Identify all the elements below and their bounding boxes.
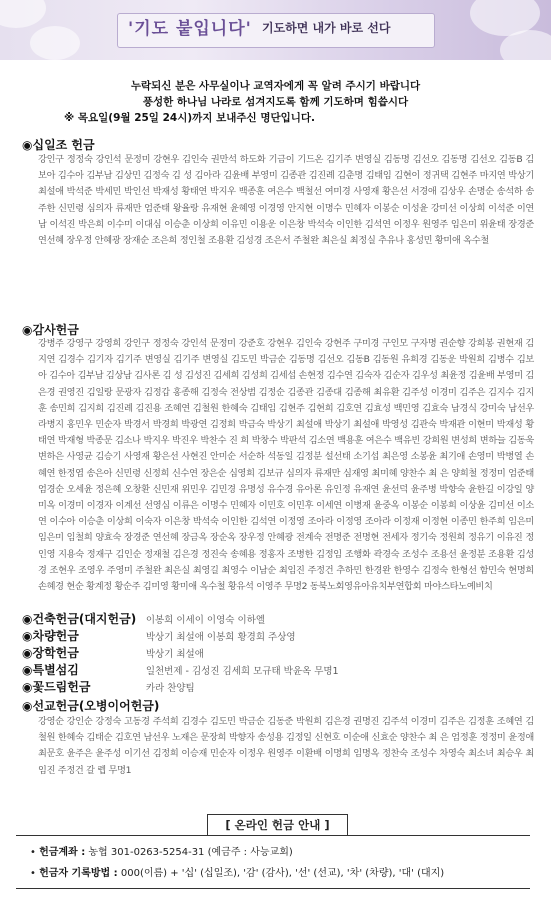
scholarship-offering-label: ◉장학헌금 bbox=[22, 646, 79, 660]
scholarship-offering-row bbox=[22, 644, 204, 661]
petal-decoration bbox=[30, 26, 80, 60]
banner-subtitle: 기도하면 내가 바로 선다 bbox=[262, 21, 391, 35]
bank-account-line: • 헌금계좌 : 농협 301-0263-5254-31 (예금주 : 사능교회) bbox=[30, 847, 293, 858]
building-offering-names: 이봉희 이세이 이영숙 이하엘 bbox=[145, 615, 266, 626]
bank-account-value: 농협 301-0263-5254-31 (예금주 : 사능교회) bbox=[88, 847, 293, 858]
bank-method-value: 000(이름) + '십' (십일조), '감' (감사), '선' (선교), '차' (차량), '대' (대지) bbox=[120, 868, 445, 879]
vehicle-offering-row bbox=[22, 627, 296, 644]
thanks-names: 강병주 강영구 강영희 강인구 정정숙 강인석 문정미 강준호 강현우 김인숙 강현주 구미경 구인모 구자명 권순향 강희봉 권현재 김지연 김경수 김기자 김기주 변영실 김기주 변영실 김도민 박금순 김동명 김선오 김동B 김동원 유희경 김동운 박원희 김병수 김보아 김수아 김부남 김상남 김사론 김 성 김성진 김세희 김성희 김세섭 손현정 김수연 김숙자 김순자 김우성 최윤정 김윤배 부영미 김은경 권영진 김일랑 문광자 김정갑 홍종해 김정숙 전상범 김정순 김종관 김종대 김종해 최유환 김주성 이경미 김주은 김지수 김지훈 송민희 김지희 김진례 김진용 조혜연 김철원 한혜숙 김태임 김현주 김현희 김호연 김효성 백민영 김효숙 남경식 강미숙 남선우 라병지 홍민우 민순자 박경서 박경희 박광연 김정희 박금숙 박상기 최설애 박상기 최설애 박영성 김관숙 박재관 이현미 박재성 황태연 박재형 박종문 김소나 박지우 박진우 박찬수 진 희 박창수 박판석 김소연 백용훈 여은수 백유빈 강희원 변성희 변하늘 김동욱 변하은 사영균 김승기 사영재 황은선 사현진 안미순 서순하 석동일 김정분 설선태 소기섭 최은영 소봉윤 최기애 손영미 박병열 손혜연 한정엽 송은아 신민령 신정희 신수연 장은순 심영희 김보규 심의자 류재만 심재영 최미혜 양찬수 최 은 양희철 정정미 엄준태 엄경순 오세윤 정은혜 오창환 신민재 위민우 김민경 유명성 유수경 유아론 유인정 유재연 윤선덕 윤주병 박향숙 윤한길 이강일 양미옥 이경미 이경자 이계선 선영심 이류은 이명수 민혜자 이민호 이민후 이세연 이병재 윤중옥 이봉순 이봉희 이상윤 김미선 이소연 이수아 이승춘 이상희 이숙자 이은창 박석숙 이인한 김석연 이정영 조아라 이정영 조아라 이정재 이정현 이종민 한주희 임은미 임은미 임철희 양효숙 장경준 연선혜 장금옥 장순옥 장우정 안혜광 전계숙 전명준 전명현 전세자 정기숙 정원희 정유기 이유진 정인영 지용숙 정재구 김인순 정재철 김은경 정진숙 송혜용 정홍자 조병한 김정임 조행화 곽경숙 조성수 조용선 윤정분 조용환 김성경 조현우 조영우 주영미 주철완 최은실 최영길 최영수 이남순 최임진 주정건 추하민 한경완 한영수 김정숙 한형선 함민숙 현명희 손혜경 현순 황계정 황순주 김미영 황미애 옥수철 황유석 이영주 무명2 동북노회영유아유치부연합회 마야스타노예비치 bbox=[38, 338, 535, 593]
scholarship-offering-names: 박상기 최설애 bbox=[145, 649, 204, 660]
flower-offering-row bbox=[22, 678, 195, 695]
intro-notice bbox=[0, 78, 551, 126]
special-service-row bbox=[22, 661, 339, 678]
building-offering-row bbox=[22, 610, 265, 627]
flower-offering-names: 카라 찬양팀 bbox=[145, 683, 195, 694]
tithe-names: 강인구 정정숙 강인석 문정미 강현우 김인숙 권만석 하도화 기금이 기드온 김기주 변영실 김동명 김선오 김동명 김선오 김동B 김보아 김수아 김부남 김상민 김정숙 김 성 김아라 김윤배 부영미 김종관 김진례 김춘명 김태임 김현이 정귀택 김현주 마지연 박상기 최설애 박석준 박세민 박인선 박재성 황태연 박지우 백종훈 여은수 백철선 여미경 사영재 황은선 서경애 김상우 손명순 송석하 송주한 신민령 심의자 류재만 엄준태 왕율랑 유재현 윤혜영 이경영 안지현 이명수 민혜자 이봉순 이성윤 강미선 이상희 이석준 이연남 이석진 박은희 이수미 이대심 이승춘 이상희 이유민 이용운 이은창 박석숙 이인한 김석연 이정우 원영주 임은미 위윤태 장경준 연선혜 장우정 안혜광 장재순 조은희 정인철 조용환 김성경 조은서 주철완 최은실 최정실 추유나 홍성민 황미애 옥수철 bbox=[38, 154, 535, 247]
tithe-section-title: ◉십일조 헌금 bbox=[22, 138, 95, 152]
intro-note: ※ 목요일(9월 25일 24시)까지 보내주신 명단입니다. bbox=[64, 112, 316, 124]
special-service-names: 일천번제 - 김성진 김세희 모규태 박윤옥 무명1 bbox=[145, 666, 339, 677]
bank-guide-title: [ 온라인 헌금 안내 ] bbox=[207, 814, 348, 836]
vehicle-offering-label: ◉차량헌금 bbox=[22, 629, 79, 643]
thanks-section-title: ◉감사헌금 bbox=[22, 323, 79, 337]
intro-line: 풍성한 하나님 나라로 섬겨지도록 함께 기도하며 힘씁시다 bbox=[142, 96, 409, 108]
header-banner bbox=[0, 0, 551, 60]
petal-decoration bbox=[0, 0, 46, 28]
bank-account-label: 헌금계좌 : bbox=[39, 847, 86, 858]
intro-line: 누락되신 분은 사무실이나 교역자에게 꼭 알려 주시기 바랍니다 bbox=[130, 80, 421, 92]
building-offering-label: ◉건축헌금(대지헌금) bbox=[22, 612, 137, 626]
mission-section-title: ◉선교헌금(오병이어헌금) bbox=[22, 699, 160, 713]
special-service-label: ◉특별섬김 bbox=[22, 663, 79, 677]
bank-method-label: 헌금자 기록방법 : bbox=[39, 868, 118, 879]
vehicle-offering-names: 박상기 최설애 이봉희 황경희 주상영 bbox=[145, 632, 296, 643]
flower-offering-label: ◉꽃드림헌금 bbox=[22, 680, 91, 694]
banner-title: '기도 붙입니다' bbox=[128, 19, 252, 39]
mission-names: 강영순 강인순 강정숙 고동경 주석희 김경수 김도민 박금순 김동준 박원희 김은경 권명진 김주석 이경미 김주은 김정훈 조혜연 김철원 한혜숙 김태순 김호연 남선우 노재은 문장희 박향자 송성용 김정일 신현호 이순애 신효순 양찬수 최 은 엄정훈 정정미 윤정애 최문호 윤주은 윤주성 이기선 김정희 이승재 민순자 이정우 원영주 이환배 이명희 임명옥 정찬숙 조성수 차영숙 최소녀 최승우 최임진 주정건 갈 렙 무명1 bbox=[38, 716, 535, 776]
bank-method-line: • 헌금자 기록방법 : 000(이름) + '십' (십일조), '감' (감사), '선' (선교), '차' (차량), '대' (대지) bbox=[30, 868, 445, 879]
